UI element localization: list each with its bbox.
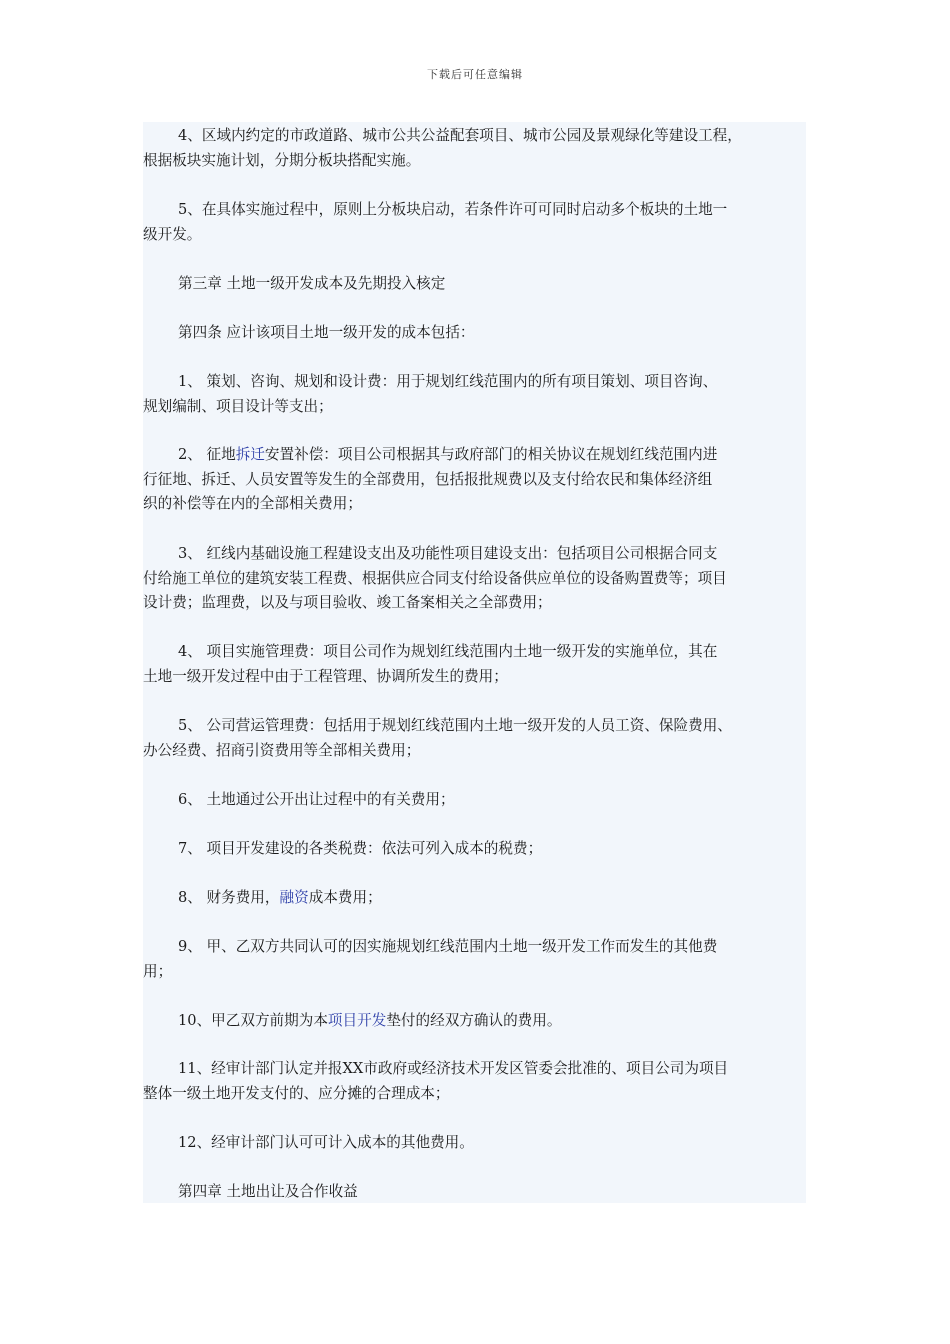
text-segment: 10、甲乙双方前期为本	[178, 1012, 328, 1029]
chapter-4-heading	[143, 1180, 806, 1205]
text-segment: 8、 财务费用，	[178, 889, 280, 906]
paragraph-line: 11、经审计部门认定并报XX市政府或经济技术开发区管委会批准的、项目公司为项目	[178, 1060, 729, 1077]
paragraph-line: 1、 策划、咨询、规划和设计费：用于规划红线范围内的所有项目策划、项目咨询、	[178, 373, 718, 390]
paragraph-item-5-startup	[143, 198, 806, 247]
text-segment: 成本费用；	[308, 889, 382, 906]
paragraph-line: 3、 红线内基础设施工程建设支出及功能性项目建设支出：包括项目公司根据合同支	[178, 545, 718, 562]
paragraph-line	[143, 443, 806, 468]
paragraph-line	[143, 886, 806, 911]
cost-item-11	[143, 1057, 806, 1106]
heading-text: 第四章 土地出让及合作收益	[178, 1183, 358, 1200]
cost-item-10	[143, 1009, 806, 1034]
cost-item-4	[143, 640, 806, 689]
paragraph-line: 设计费；监理费，以及与项目验收、竣工备案相关之全部费用；	[143, 594, 552, 611]
link-project-development[interactable]: 项目开发	[327, 1012, 387, 1029]
paragraph-line: 5、 公司营运管理费：包括用于规划红线范围内土地一级开发的人员工资、保险费用、	[178, 717, 732, 734]
page-header: 下载后可任意编辑	[427, 68, 523, 81]
cost-item-7	[143, 837, 806, 862]
paragraph-line: 4、区域内约定的市政道路、城市公共公益配套项目、城市公园及景观绿化等建设工程，	[178, 127, 742, 144]
cost-item-12	[143, 1131, 806, 1156]
cost-item-1	[143, 370, 806, 419]
paragraph-line: 付给施工单位的建筑安装工程费、根据供应合同支付给设备供应单位的设备购置费等；项目	[143, 569, 727, 587]
paragraph-line: 办公经费、招商引资费用等全部相关费用；	[143, 741, 421, 759]
paragraph-line: 整体一级土地开发支付的、应分摊的合理成本；	[143, 1084, 450, 1102]
cost-item-3	[143, 542, 806, 616]
link-financing[interactable]: 融资	[279, 889, 309, 906]
cost-item-5	[143, 714, 806, 763]
cost-item-2	[143, 443, 806, 517]
cost-item-8	[143, 886, 806, 911]
paragraph-line: 7、 项目开发建设的各类税费：依法可列入成本的税费；	[178, 840, 543, 857]
paragraph-line: 行征地、拆迁、人员安置等发生的全部费用，包括报批规费以及支付给农民和集体经济组	[143, 470, 713, 488]
chapter-3-heading	[143, 272, 806, 297]
article-4-heading	[143, 321, 806, 346]
cost-item-9	[143, 935, 806, 984]
paragraph-line: 5、在具体实施过程中，原则上分板块启动，若条件许可可同时启动多个板块的土地一	[178, 201, 728, 218]
document-body	[143, 122, 806, 1203]
paragraph-line: 土地一级开发过程中由于工程管理、协调所发生的费用；	[143, 667, 508, 685]
paragraph-line: 织的补偿等在内的全部相关费用；	[143, 495, 362, 512]
paragraph-line	[143, 1009, 806, 1034]
paragraph-line: 用；	[143, 962, 173, 980]
text-segment: 安置补偿：项目公司根据其与政府部门的相关协议在规划红线范围内进	[264, 446, 718, 463]
paragraph-item-4-implementation	[143, 124, 806, 173]
paragraph-line: 根据板块实施计划，分期分板块搭配实施。	[143, 151, 421, 169]
paragraph-line: 4、 项目实施管理费：项目公司作为规划红线范围内土地一级开发的实施单位，其在	[178, 643, 718, 660]
paragraph-line: 6、 土地通过公开出让过程中的有关费用；	[178, 791, 455, 808]
link-demolition[interactable]: 拆迁	[235, 446, 265, 463]
paragraph-line: 9、 甲、乙双方共同认可的因实施规划红线范围内土地一级开发工作而发生的其他费	[178, 938, 718, 955]
text-segment: 垫付的经双方确认的费用。	[386, 1012, 562, 1029]
paragraph-line: 12、经审计部门认可可计入成本的其他费用。	[178, 1134, 474, 1151]
heading-text: 第三章 土地一级开发成本及先期投入核定	[178, 275, 446, 292]
paragraph-line: 规划编制、项目设计等支出；	[143, 397, 333, 415]
cost-item-6	[143, 788, 806, 813]
heading-text: 第四条 应计该项目土地一级开发的成本包括：	[178, 324, 475, 341]
paragraph-line: 级开发。	[143, 225, 202, 243]
text-segment: 2、 征地	[178, 446, 236, 463]
